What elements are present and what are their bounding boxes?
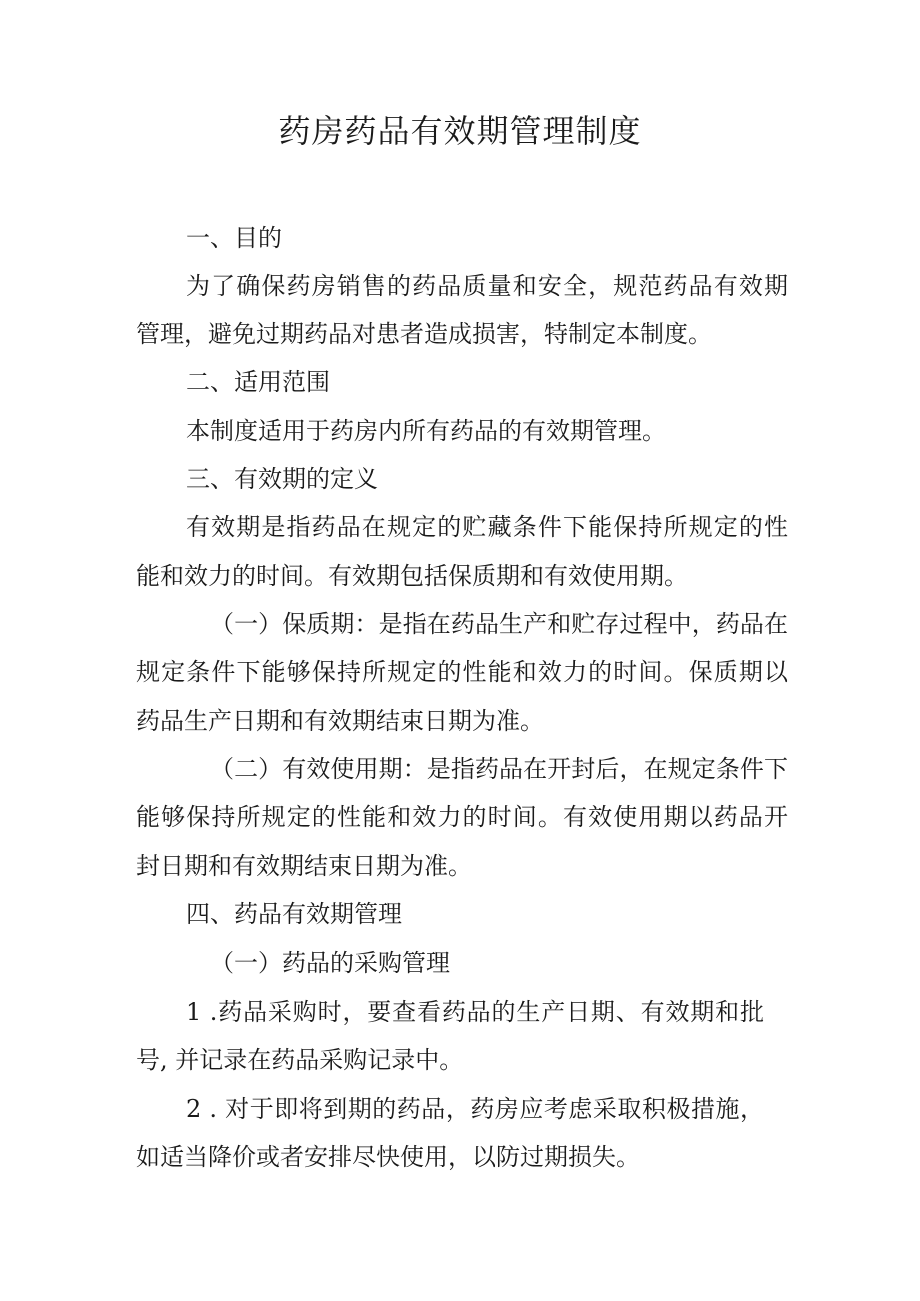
- paragraph-line: 能和效力的时间。有效期包括保质期和有效使用期。: [136, 562, 688, 590]
- paragraph-line: 药品生产日期和有效期结束日期为准。: [136, 707, 544, 735]
- section-heading-management: 四、药品有效期管理: [186, 900, 402, 928]
- list-item-1: 1 .药品采购时，要查看药品的生产日期、有效期和批: [186, 998, 764, 1026]
- paragraph-line: 规定条件下能够保持所规定的性能和效力的时间。保质期以: [136, 658, 788, 686]
- subsection-use-period: （二）有效使用期：是指药品在开封后，在规定条件下: [210, 755, 788, 783]
- section-heading-purpose: 一、目的: [186, 224, 282, 252]
- paragraph-line: 为了确保药房销售的药品质量和安全，规范药品有效期: [186, 272, 788, 300]
- paragraph-line: 封日期和有效期结束日期为准。: [136, 852, 472, 880]
- paragraph-line: 本制度适用于药房内所有药品的有效期管理。: [186, 417, 666, 445]
- paragraph-line: 有效期是指药品在规定的贮藏条件下能保持所规定的性: [186, 513, 788, 541]
- list-item-2: 2 . 对于即将到期的药品，药房应考虑采取积极措施，: [186, 1095, 764, 1123]
- paragraph-line: 管理，避免过期药品对患者造成损害，特制定本制度。: [136, 320, 712, 348]
- paragraph-line: 如适当降价或者安排尽快使用，以防过期损失。: [136, 1143, 640, 1171]
- section-heading-definition: 三、有效期的定义: [186, 465, 378, 493]
- subsection-shelf-life: （一）保质期：是指在药品生产和贮存过程中，药品在: [210, 610, 788, 638]
- paragraph-line: 能够保持所规定的性能和效力的时间。有效使用期以药品开: [136, 803, 788, 831]
- paragraph-line: 号, 并记录在药品采购记录中。: [136, 1046, 464, 1074]
- section-heading-scope: 二、适用范围: [186, 368, 330, 396]
- document-title: 药房药品有效期管理制度: [278, 112, 642, 150]
- subsection-procurement: （一）药品的采购管理: [210, 949, 450, 977]
